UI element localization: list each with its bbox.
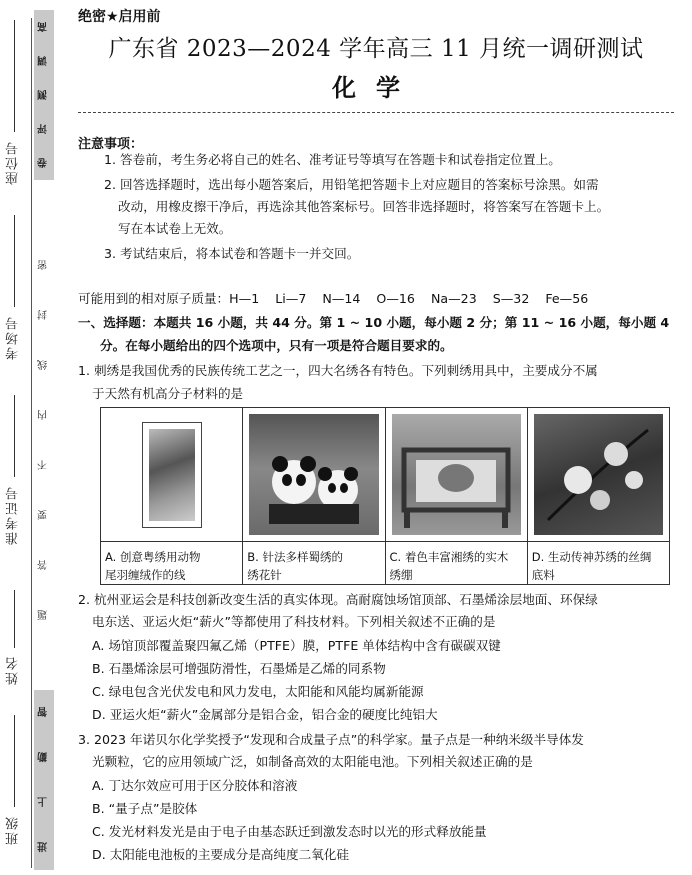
q2-stem-cont: 电东送、亚运火炬“薪火”等都使用了科技材料。下列相关叙述不正确的是: [92, 614, 496, 629]
q1-option-table: [100, 407, 670, 585]
binding-line: [31, 18, 32, 868]
wooden-frame-icon: [396, 420, 516, 530]
notice-item: 1. 答卷前，考生务必将自己的姓名、准考证号等填写在答题卡和试卷指定位置上。: [104, 152, 561, 167]
q1-option-c: [386, 408, 528, 584]
option-caption: [243, 541, 384, 584]
notice-item: 3. 考试结束后，将本试卷和答题卡一并交回。: [104, 246, 360, 261]
seal-char: 智: [38, 707, 50, 718]
seal-char: 高: [38, 22, 50, 32]
name-label: 姓名: [6, 655, 21, 685]
caption-line: B. 针法多样蜀绣的: [247, 550, 343, 564]
section1-heading-cont: 分。在每小题给出的四个选项中，只有一项是符合题目要求的。: [100, 338, 453, 353]
q3-option-b: B. “量子点”是胶体: [92, 801, 198, 816]
seal-char: 内: [38, 410, 50, 420]
class-line: [14, 715, 15, 807]
exam-room-line: [14, 215, 15, 307]
caption-line: 绣绷: [389, 568, 413, 582]
flower-icon: [538, 420, 658, 530]
seal-char: 题: [38, 610, 50, 620]
caption-line: 尾羽缠绒作的线: [105, 568, 186, 582]
notice-item: 改动，用橡皮擦干净后，再选涂其他答案标号。回答非选择题时，将答案写在答题卡上。: [118, 199, 610, 214]
exam-room-label: 考场号: [6, 315, 21, 360]
peacock-painting: [149, 429, 195, 521]
q3-stem: 3. 2023 年诺贝尔化学奖授予“发现和合成量子点”的科学家。量子点是一种纳米级半导体发: [78, 732, 584, 747]
seal-char: 线: [38, 360, 50, 370]
q1-option-a: [101, 408, 243, 584]
q1-option-b: [243, 408, 385, 584]
q3-option-c: C. 发光材料发光是由于电子由基态跃迁到激发态时以光的形式释放能量: [92, 824, 487, 839]
name-line: [14, 590, 15, 648]
q2-option-d: D. 亚运火炬“薪火”金属部分是铝合金，铝合金的硬度比纯铝大: [92, 707, 438, 722]
seal-char: 测: [38, 90, 50, 100]
seal-char: 答: [38, 560, 50, 570]
q2-option-c: C. 绿电包含光伏发电和风力发电，太阳能和风能均属新能源: [92, 684, 424, 699]
seal-char: 密: [38, 260, 50, 270]
q1-stem-cont: 于天然有机高分子材料的是: [92, 386, 244, 401]
caption-line: D. 生动传神苏绣的丝绸: [531, 550, 652, 564]
seal-char: 调: [38, 56, 50, 66]
q3-option-a: A. 丁达尔效应可用于区分胶体和溶液: [92, 778, 298, 793]
seat-number-line: [14, 20, 15, 132]
seal-band-bottom: [34, 690, 54, 870]
admission-number-line: [14, 395, 15, 477]
exam-title: 广东省 2023—2024 学年高三 11 月统一调研测试: [108, 36, 644, 62]
binding-strip: [0, 0, 62, 875]
caption-line: C. 着色丰富湘绣的实木: [389, 550, 509, 564]
notice-title: 注意事项：: [78, 137, 144, 152]
option-caption: [528, 541, 669, 584]
panda-embroidery-image: [249, 414, 378, 535]
q2-option-b: B. 石墨烯涂层可增强防滑性，石墨烯是乙烯的同系物: [92, 661, 386, 676]
caption-line: A. 创意粤绣用动物: [105, 550, 201, 564]
seat-number-label: 座位号: [6, 140, 21, 185]
scroll-frame: [142, 422, 202, 528]
atomic-masses: 可能用到的相对原子质量：H—1 Li—7 N—14 O—16 Na—23 S—32 Fe—56: [78, 291, 589, 306]
seal-char: 评: [38, 124, 50, 134]
admission-number-label: 准考证号: [6, 485, 21, 545]
seal-char: 封: [38, 310, 50, 320]
seal-char: 进: [38, 842, 50, 853]
q1-option-d: [528, 408, 669, 584]
seal-char: 卷: [38, 158, 50, 168]
divider: [78, 112, 674, 113]
notice-item: 2. 回答选择题时，选出每小题答案后，用铅笔把答题卡上对应题目的答案标号涂黑。如需: [104, 177, 599, 192]
panda-icon: [254, 420, 374, 530]
caption-line: 底料: [531, 568, 555, 582]
class-label: 班级: [6, 815, 21, 845]
subject-title: 化学: [332, 74, 420, 102]
option-caption: [101, 541, 242, 584]
q3-stem-cont: 光颗粒，它的应用领域广泛，如制备高效的太阳能电池。下列相关叙述正确的是: [92, 754, 533, 769]
notice-item: 写在本试卷上无效。: [118, 221, 232, 236]
q1-stem: 1. 刺绣是我国优秀的民族传统工艺之一，四大名绣各有特色。下列刺绣用具中，主要成分不属: [78, 363, 598, 378]
q3-option-d: D. 太阳能电池板的主要成分是高纯度二氧化硅: [92, 847, 349, 862]
seal-char: 勤: [38, 752, 50, 763]
seal-band-top: [34, 10, 54, 180]
q2-option-a: A. 场馆顶部覆盖聚四氟乙烯（PTFE）膜，PTFE 单体结构中含有碳碳双键: [92, 638, 501, 653]
embroidery-frame-image: [392, 414, 521, 535]
caption-line: 绣花针: [247, 568, 282, 582]
section1-heading: 一、选择题：本题共 16 小题，共 44 分。第 1 ~ 10 小题，每小题 2 分；第 11 ~ 16 小题，每小题 4: [78, 315, 670, 330]
embroidery-scroll-image: [107, 414, 236, 535]
seal-band-mid: [34, 240, 54, 640]
seal-char: 不: [38, 460, 50, 470]
top-secret-mark: 绝密★启用前: [78, 9, 161, 25]
seal-char: 上: [38, 797, 50, 808]
silk-embroidery-image: [534, 414, 663, 535]
q2-stem: 2. 杭州亚运会是科技创新改变生活的真实体现。高耐腐蚀场馆顶部、石墨烯涂层地面、环保绿: [78, 592, 598, 607]
seal-char: 要: [38, 510, 50, 520]
option-caption: [386, 541, 527, 584]
